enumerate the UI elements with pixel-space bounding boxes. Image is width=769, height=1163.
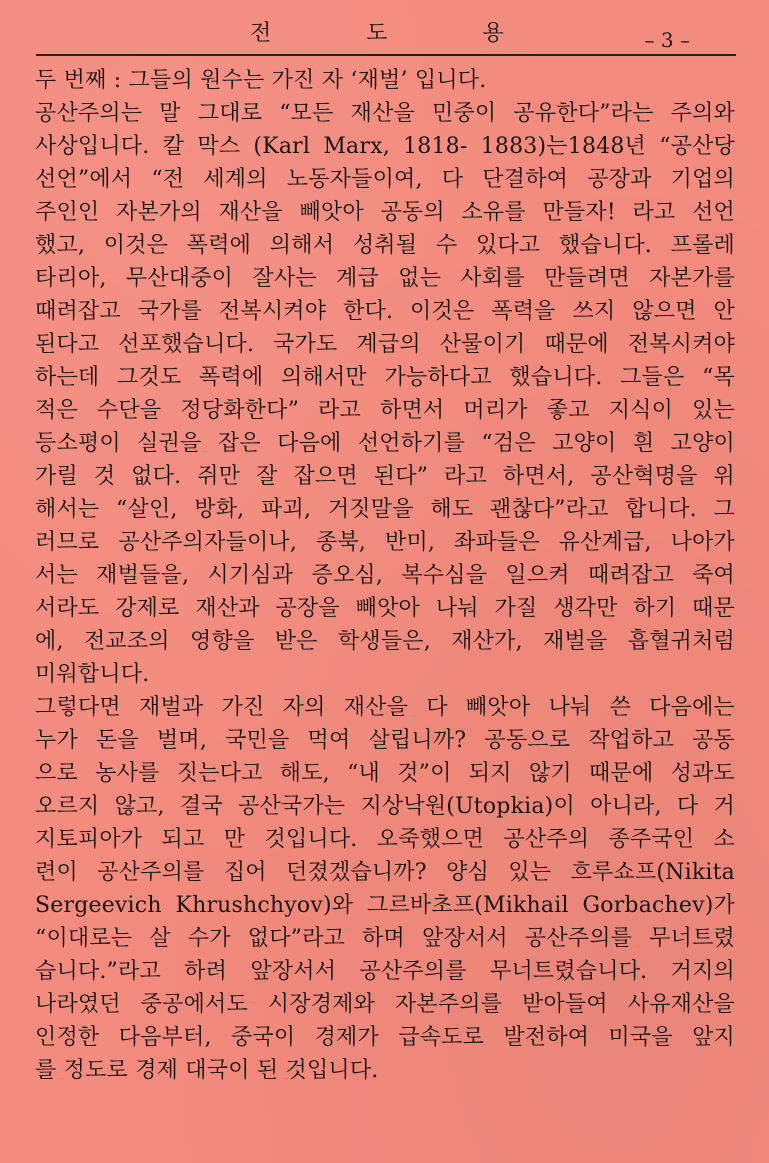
text-line: 서는 재벌들을, 시기심과 증오심, 복수심을 일으켜 때려잡고 죽여	[35, 563, 735, 588]
text-line: 으로 농사를 짓는다고 해도, “내 것”이 되지 않기 때문에 성과도	[35, 761, 735, 786]
text-line: 인정한 다음부터, 중국이 경제가 급속도로 발전하여 미국을 앞지	[35, 1025, 735, 1050]
text-line: 된다고 선포했습니다. 국가도 계급의 산물이기 때문에 전복시켜야	[35, 332, 735, 357]
text-line: 련이 공산주의를 집어 던졌겠습니까? 양심 있는 흐루쇼프(Nikita	[35, 860, 735, 885]
text-line: 그렇다면 재벌과 가진 자의 재산을 다 빼앗아 나눠 쓴 다음에는	[35, 695, 735, 720]
text-line: “이대로는 살 수가 없다”라고 하며 앞장서서 공산주의를 무너트렸	[35, 926, 735, 951]
text-line: 미워합니다.	[35, 662, 150, 687]
page-header	[36, 14, 736, 54]
text-line: 선언”에서 “전 세계의 노동자들이여, 다 단결하여 공장과 기업의	[35, 167, 735, 192]
text-line: 를 정도로 경제 대국이 된 것입니다.	[35, 1058, 379, 1083]
header-rule	[36, 54, 736, 56]
text-line: Sergeevich Khrushchyov)와 그르바초프(Mikhail Gorbachev)가	[35, 893, 735, 918]
text-line: 주인인 자본가의 재산을 빼앗아 공동의 소유를 만들자! 라고 선언	[35, 200, 735, 225]
text-line: 사상입니다. 칼 막스 (Karl Marx, 1818- 1883)는1848년 “공산당	[35, 134, 735, 159]
text-line: 서라도 강제로 재산과 공장을 빼앗아 나눠 가질 생각만 하기 때문	[35, 596, 735, 621]
text-line: 때려잡고 국가를 전복시켜야 한다. 이것은 폭력을 쓰지 않으면 안	[35, 299, 735, 324]
text-line: 러므로 공산주의자들이나, 종북, 반미, 좌파들은 유산계급, 나아가	[35, 530, 735, 555]
text-line: 했고, 이것은 폭력에 의해서 성취될 수 있다고 했습니다. 프롤레	[35, 233, 735, 258]
section-heading: 두 번째 : 그들의 원수는 가진 자 ‘재벌’ 입니다.	[35, 68, 487, 93]
text-line: 에, 전교조의 영향을 받은 학생들은, 재산가, 재벌을 흡혈귀처럼	[35, 629, 735, 654]
text-line: 공산주의는 말 그대로 “모든 재산을 민중이 공유한다”라는 주의와	[35, 101, 735, 126]
header-title: 전 도 용	[250, 21, 548, 46]
text-line: 하는데 그것도 폭력에 의해서만 가능하다고 했습니다. 그들은 “목	[35, 365, 735, 390]
text-line: 오르지 않고, 결국 공산국가는 지상낙원(Utopkia)이 아니라, 다 거	[35, 794, 735, 819]
text-line: 습니다.”라고 하려 앞장서서 공산주의를 무너트렸습니다. 거지의	[35, 959, 735, 984]
text-line: 나라였던 중공에서도 시장경제와 자본주의를 받아들여 사유재산을	[35, 992, 735, 1017]
text-line: 적은 수단을 정당화한다” 라고 하면서 머리가 좋고 지식이 있는	[35, 398, 735, 423]
text-line: 지토피아가 되고 만 것입니다. 오죽했으면 공산주의 종주국인 소	[35, 827, 735, 852]
text-line: 누가 돈을 벌며, 국민을 먹여 살립니까? 공동으로 작업하고 공동	[35, 728, 735, 753]
text-line: 해서는 “살인, 방화, 파괴, 거짓말을 해도 괜찮다”라고 합니다. 그	[35, 497, 735, 522]
text-line: 등소평이 실권을 잡은 다음에 선언하기를 “검은 고양이 흰 고양이	[35, 431, 735, 456]
text-line: 타리아, 무산대중이 잘사는 계급 없는 사회를 만들려면 자본가를	[35, 266, 735, 291]
page-number: – 3 –	[644, 28, 690, 52]
body-text	[35, 64, 735, 1087]
text-line: 가릴 것 없다. 쥐만 잘 잡으면 된다” 라고 하면서, 공산혁명을 위	[35, 464, 735, 489]
